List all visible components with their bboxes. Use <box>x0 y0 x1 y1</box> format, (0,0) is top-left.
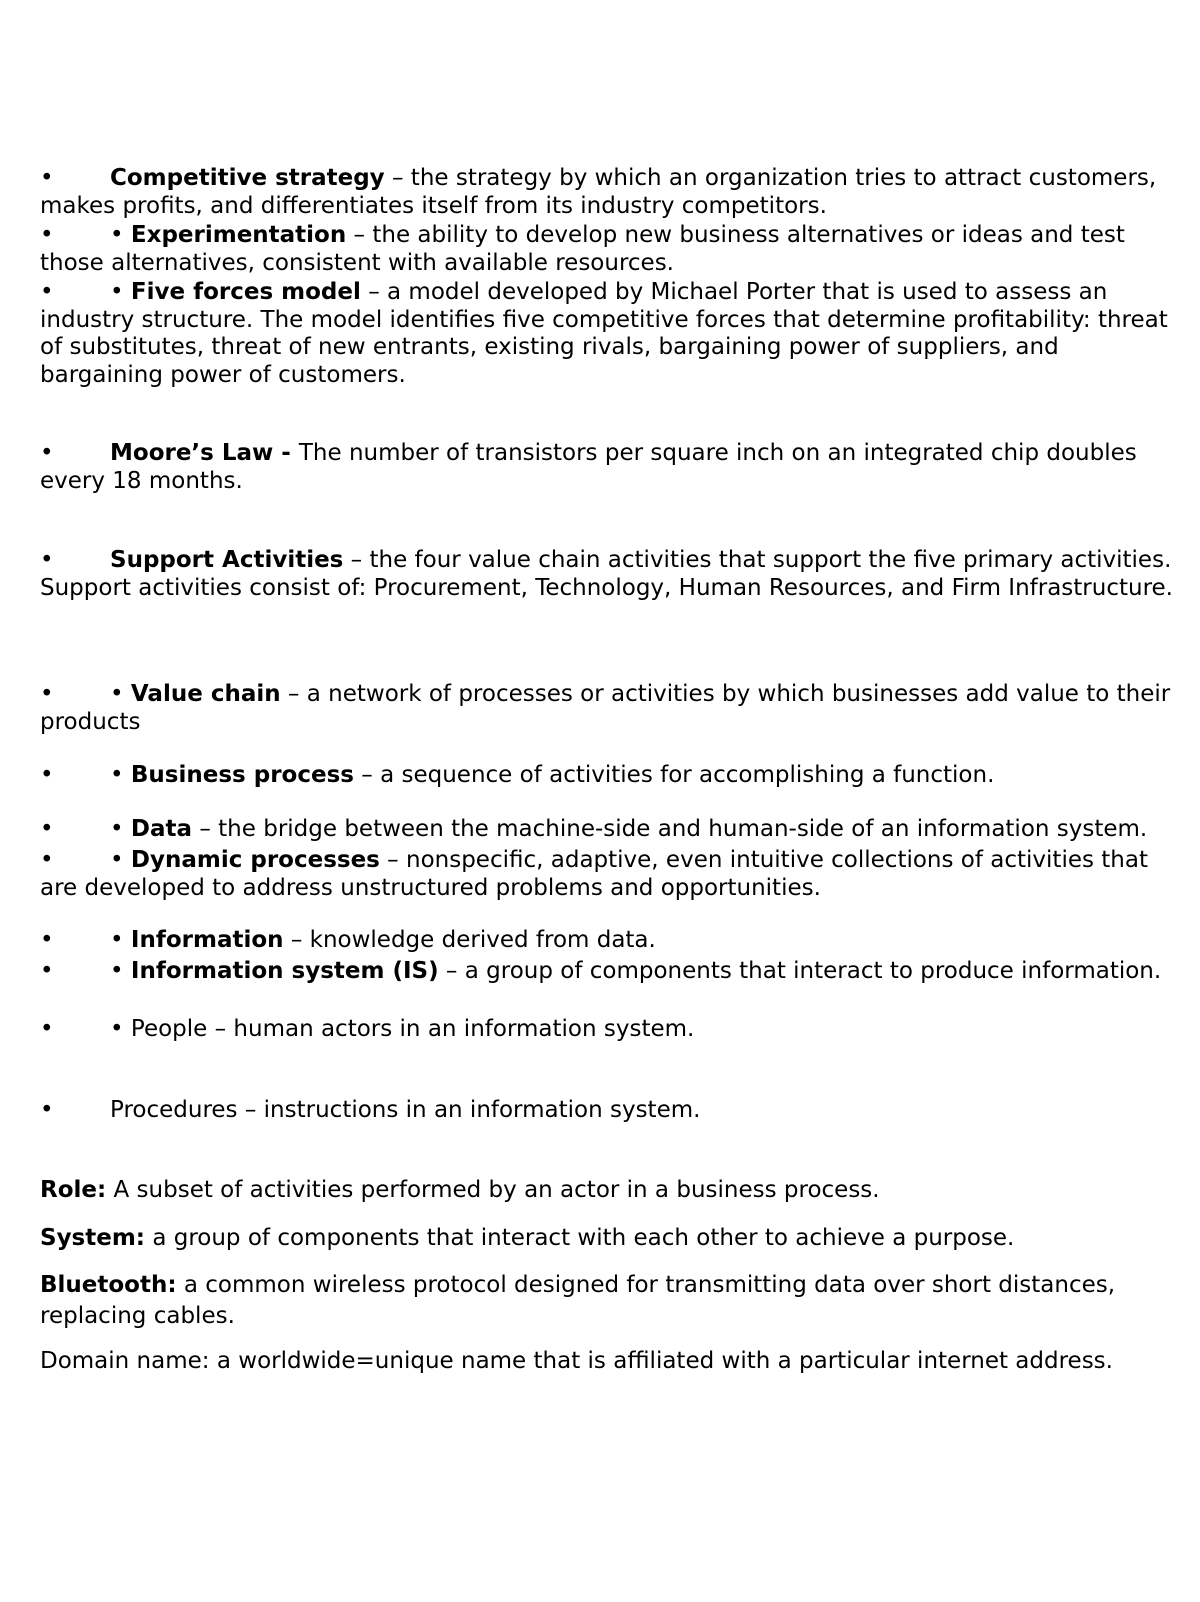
inner-bullet: • <box>110 279 131 305</box>
bullet: • <box>40 279 54 305</box>
term: Experimentation <box>130 222 347 248</box>
definition: Domain name: a worldwide=unique name that is affiliated with a particular internet address. <box>40 1348 1113 1374</box>
separator: – <box>343 547 370 573</box>
list-item-support-activities <box>40 547 1180 602</box>
bullet: • <box>40 547 54 573</box>
inner-bullet: • <box>110 222 131 248</box>
term: Data <box>130 816 193 842</box>
bullet: • <box>40 440 54 466</box>
inner-bullet: • <box>110 958 131 984</box>
inner-bullet: • <box>110 681 131 707</box>
list-item-five-forces-model <box>40 279 1180 389</box>
definition: a model developed by Michael Porter that is used to assess an industry structure. The model identifies five competitive forces that determine profitability: threat of substitutes, threat of new entrants, existing rivals, bargaining power of suppliers, and bargaining power of customers. <box>40 279 1168 388</box>
term: Information system (IS) <box>130 958 439 984</box>
inner-bullet: • <box>110 847 131 873</box>
definition: Procedures – instructions in an information system. <box>110 1097 701 1123</box>
separator: – <box>360 279 388 305</box>
separator: – <box>384 165 411 191</box>
list-item-moores-law <box>40 440 1180 495</box>
inner-bullet: • <box>110 1016 131 1042</box>
bullet: • <box>40 847 54 873</box>
list-item-business-process <box>40 762 1180 790</box>
definition-role <box>40 1177 1180 1205</box>
definition: the four value chain activities that support the five primary activities. Support activities consist of: Procurement, Technology, Human Resources, and Firm Infrastructure. <box>40 547 1173 601</box>
list-item-data <box>40 816 1180 844</box>
term: Support Activities <box>110 547 344 573</box>
definition: A subset of activities performed by an actor in a business process. <box>106 1177 880 1203</box>
definition: a common wireless protocol designed for transmitting data over short distances, replacing cables. <box>40 1272 1116 1329</box>
definition: The number of transistors per square inch on an integrated chip doubles every 18 months. <box>40 440 1137 494</box>
separator: – <box>379 847 406 873</box>
bullet: • <box>40 1097 54 1123</box>
inner-bullet: • <box>110 927 131 953</box>
list-item-experimentation <box>40 222 1180 277</box>
separator: – <box>353 762 381 788</box>
separator: – <box>346 222 373 248</box>
list-item-people <box>40 1016 1180 1044</box>
bullet: • <box>40 762 54 788</box>
list-item-competitive-strategy <box>40 165 1180 220</box>
definition: the bridge between the machine-side and human-side of an information system. <box>218 816 1148 842</box>
bullet: • <box>40 927 54 953</box>
separator: - <box>273 440 299 466</box>
list-item-information <box>40 927 1180 955</box>
term: System: <box>40 1225 146 1251</box>
definition: a sequence of activities for accomplishing a function. <box>380 762 995 788</box>
bullet: • <box>40 958 54 984</box>
separator: – <box>283 927 310 953</box>
term: Value chain <box>130 681 281 707</box>
separator: – <box>192 816 219 842</box>
definition-bluetooth <box>40 1270 1180 1332</box>
definition-system <box>40 1225 1180 1253</box>
bullet: • <box>40 816 54 842</box>
bullet: • <box>40 222 54 248</box>
inner-bullet: • <box>110 762 131 788</box>
term: Bluetooth: <box>40 1272 177 1298</box>
list-item-information-system <box>40 958 1180 986</box>
term: Moore’s Law <box>110 440 274 466</box>
definition: a group of components that interact with each other to achieve a purpose. <box>145 1225 1015 1251</box>
separator: – <box>438 958 465 984</box>
list-item-procedures <box>40 1097 1180 1125</box>
term: Five forces model <box>130 279 361 305</box>
definition: People – human actors in an information system. <box>130 1016 695 1042</box>
bullet: • <box>40 165 54 191</box>
list-item-dynamic-processes <box>40 847 1180 902</box>
term: Information <box>130 927 284 953</box>
inner-bullet: • <box>110 816 131 842</box>
list-item-value-chain <box>40 681 1180 736</box>
term: Dynamic processes <box>130 847 380 873</box>
definition: the ability to develop new business alternatives or ideas and test those alternatives, consistent with available resources. <box>40 222 1125 276</box>
definition: knowledge derived from data. <box>309 927 656 953</box>
definition: nonspecific, adaptive, even intuitive collections of activities that are developed to address unstructured problems and opportunities. <box>40 847 1148 901</box>
term: Business process <box>130 762 354 788</box>
bullet: • <box>40 681 54 707</box>
bullet: • <box>40 1016 54 1042</box>
definition-domain-name <box>40 1348 1180 1376</box>
term: Role: <box>40 1177 107 1203</box>
definition: the strategy by which an organization tries to attract customers, makes profits, and differentiates itself from its industry competitors. <box>40 165 1157 219</box>
separator: – <box>280 681 307 707</box>
definition: a network of processes or activities by which businesses add value to their products <box>40 681 1171 735</box>
definition: a group of components that interact to produce information. <box>464 958 1162 984</box>
term: Competitive strategy <box>110 165 385 191</box>
